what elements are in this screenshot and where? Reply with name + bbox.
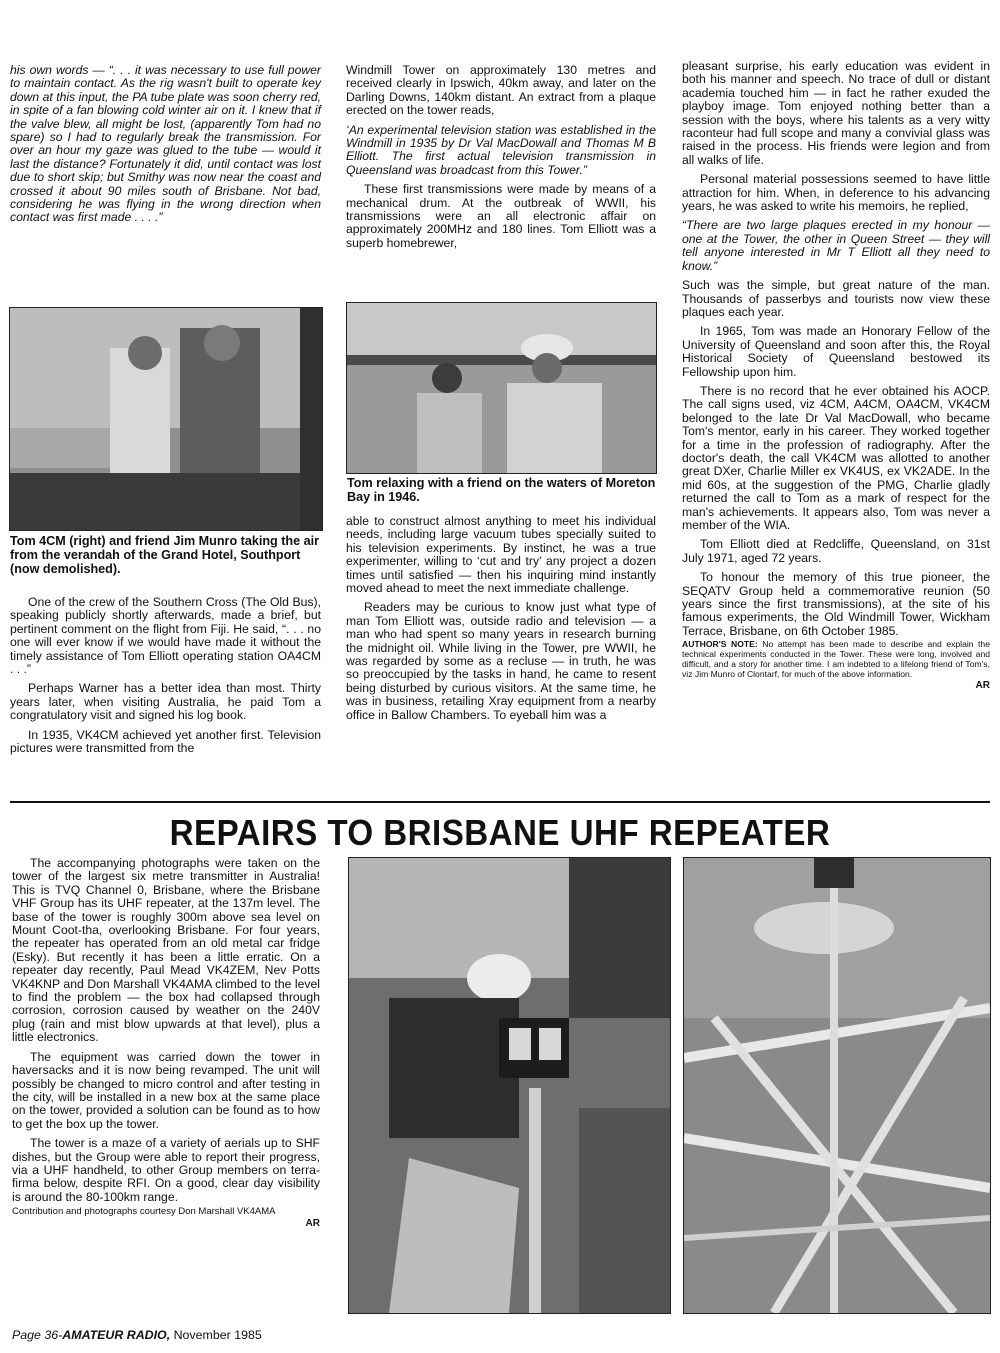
- paragraph-text: able to construct almost anything to meet his individual needs, including large vacuum tubes specially suited to his television experiments. By instinct, he was a true experimenter, willing to ‘cut and try’ any project a dozen times until satisfied — then his inquiring mind instantly moved ahead to meet the next immediate challenge.: [346, 514, 656, 596]
- paragraph: [346, 64, 656, 118]
- authors-note: [682, 639, 990, 679]
- paragraph-text: Such was the simple, but great nature of the man. Thousands of passerbys and tourists now view these plaques each year.: [682, 278, 990, 319]
- section-divider: [10, 801, 990, 803]
- paragraph-text: In 1935, VK4CM achieved yet another first. Television pictures were transmitted from the: [10, 727, 321, 756]
- paragraph-text: The equipment was carried down the tower in haversacks and it is now being revamped. The unit will possibly be changed to micro control and after testing in the city, will be installed in a new box at the same place on the tower, provided a solution can be found as to how to get the box up the tower.: [12, 1049, 320, 1131]
- paragraph-text: There is no record that he ever obtained his AOCP. The call signs used, viz 4CM, A4CM, OA4CM, VK4CM belonged to the late Dr Val MacDowall, who became Tom's mentor, early in his career. They worked together for a time in the profession of radiography. After the doctor's death, the call VK4CM was allotted to another great DXer, Charlie Miller ex VK4US, ex VK2ADE. In the mid 60s, at the suggestion of the PMG, Charlie gladly returned the call to Tom as a mark of respect for the man's achievements. It appears also, Tom was never a member of the WIA.: [682, 383, 990, 532]
- paragraph: [10, 596, 321, 676]
- paragraph: [682, 571, 990, 638]
- paragraph-text: To honour the memory of this true pioneer, the SEQATV Group held a commemorative reunion (50 years since the first transmissions), at the site of his famous experiments, the Old Windmill Tower, Wickham Terrace, Brisbane, on 6th October 1985.: [682, 570, 990, 638]
- page-footer: [12, 1328, 262, 1342]
- paragraph: [682, 325, 990, 379]
- photo-moreton-bay: [346, 302, 657, 474]
- paragraph-text: Personal material possessions seemed to have little attraction for him. When, in deference to his advancing years, he was asked to write his memoirs, he replied,: [682, 172, 990, 214]
- paragraph: [682, 538, 990, 565]
- magazine-name: AMATEUR RADIO,: [62, 1328, 171, 1342]
- paragraph-text: These first transmissions were made by means of a mechanical drum. At the outbreak of WWII, his transmissions were an all electronic affair on approximately 200MHz and 180 lines. Tom Elliott was a superb homebrewer,: [346, 182, 656, 250]
- paragraph: [682, 60, 990, 167]
- paragraph-text: Readers may be curious to know just what type of man Tom Elliott was, outside radio and television — a man who had spent so many years in research burning the midnight oil. While living in the Tower, pre WWII, he was regarded by some as a recluse — in truth, he was so preoccupied by the tasks in hand, he came to resent being disturbed by curious visitors. At the same time, he was in business, retailing Xray equipment from a nearby office in Ballow Chambers. To eyeball him was a: [346, 600, 656, 722]
- memoirs-quote: “There are two large plaques erected in my honour — one at the Tower, the other in Queen Street — they will tell anyone interested in Mr T Elliott all they need to know.”: [682, 218, 990, 273]
- paragraph-text: One of the crew of the Southern Cross (The Old Bus), speaking publicly shortly afterwards, made a brief, but pertinent comment on the flight from Fiji. He said, “. . . no one will ever know if we would have made it without the timely assistance of Tom Elliott operating station OA4CM . . .”: [10, 595, 321, 677]
- paragraph-text: Windmill Tower on approximately 130 metres and received clearly in Ipswich, 40km away, and later on the Darling Downs, 140km distant. An extract from a plaque erected on the tower reads,: [346, 63, 656, 118]
- headline: REPAIRS TO BRISBANE UHF REPEATER: [169, 812, 831, 853]
- photo-tower-workers: [348, 857, 671, 1314]
- paragraph: [12, 1051, 320, 1131]
- photo-moreton-bay-caption: Tom relaxing with a friend on the waters of Moreton Bay in 1946.: [347, 476, 656, 504]
- photo-tower-structure: [683, 857, 991, 1314]
- photo-credit: Contribution and photographs courtesy Don Marshall VK4AMA: [12, 1206, 276, 1218]
- repeater-column: [12, 857, 320, 1237]
- paragraph-text: The tower is a maze of a variety of aerials up to SHF dishes, but the Group were able to report their progress, via a UHF handheld, to other Group members on terra-firma below, despite RFI. On a good, clear day visibility is around the 80-100km range.: [12, 1136, 320, 1204]
- photo-verandah-caption: Tom 4CM (right) and friend Jim Munro taking the air from the verandah of the Grand Hotel, Southport (now demolished).: [10, 534, 320, 576]
- paragraph: [10, 682, 321, 722]
- author-sign: AR: [975, 680, 990, 692]
- page-number: Page 36-: [12, 1328, 63, 1342]
- column-2-lower: [346, 515, 656, 728]
- paragraph: [682, 173, 990, 213]
- paragraph: [346, 515, 656, 595]
- paragraph-text: The accompanying photographs were taken on the tower of the largest six metre transmitter in Australia! This is TVQ Channel 0, Brisbane, where the Brisbane VHF Group has its UHF repeater, at the 137m level. The base of the tower is roughly 300m above sea level on Mount Coot-tha, overlooking Brisbane. For four years, the repeater has operated from an old metal car fridge (Esky). But recently it has been a little erratic. On a repeater day recently, Paul Mead VK4ZEM, Nev Potts VK4KNP and Don Marshall VK4AMA climbed to the level to find the problem — the box had collapsed through corrosion, corrosion caused by weather on the 240V plug (rain and mist blow upwards at that level), plus a little electronics.: [12, 856, 320, 1045]
- repeater-sign: AR: [305, 1218, 320, 1230]
- photo-verandah: [9, 307, 323, 531]
- column-3: [682, 60, 990, 699]
- paragraph: [346, 601, 656, 722]
- paragraph-text: In 1965, Tom was made an Honorary Fellow of the University of Queensland and soon after this, the Royal Historical Society of Queensland bestowed its Fellowship upon him.: [682, 324, 990, 379]
- paragraph: [12, 1137, 320, 1204]
- column-1: [10, 64, 321, 231]
- issue-date: November 1985: [173, 1328, 262, 1342]
- authors-note-label: AUTHOR'S NOTE:: [682, 639, 758, 650]
- plaque-quote: ‘An experimental television station was established in the Windmill in 1935 by Dr Val MacDowall and Thomas M B Elliott. The first actual television transmission in Queensland was broadcast from this Tower.”: [346, 122, 656, 177]
- paragraph: [346, 183, 656, 250]
- paragraph: [682, 279, 990, 319]
- paragraph-text: pleasant surprise, his early education was evident in both his manner and speech. No trace of dull or distant academia touched him — in fact he rather exuded the playboy image. Tom enjoyed nothing better than a session with the boys, where his talents as a very witty raconteur had full scope and many a convivial glass was raised in the process. His friends were legion and from all walks of life.: [682, 59, 990, 167]
- paragraph: [682, 385, 990, 532]
- column-2: [346, 64, 656, 256]
- paragraph: [10, 729, 321, 756]
- paragraph-text: Tom Elliott died at Redcliffe, Queensland, on 31st July 1971, aged 72 years.: [682, 537, 990, 565]
- paragraph: [12, 857, 320, 1045]
- authors-note-text: No attempt has been made to describe and explain the technical experiments conducted in the Tower. These were long, involved and difficult, and a story for another time. I am indebted to a lifelong friend of Tom's, viz Jim Munro of Clontarf, for much of the above information.: [682, 639, 990, 680]
- paragraph-text: Perhaps Warner has a better idea than most. Thirty years later, when visiting Australia, he paid Tom a congratulatory visit and signed his log book.: [10, 681, 321, 723]
- column-1-lower: [10, 596, 321, 761]
- smithy-quote: his own words — “. . . it was necessary to use full power to maintain contact. As the rig wasn't built to operate key down at this input, the PA tube plate was soon cherry red, in spite of a fan blowing cold winter air on it. I knew that if the valve blew, all might be lost, (apparently Tom had no spare) so I had to regularly break the transmission. For over an hour my gaze was glued to the tube — would it last the distance? Fortunately it did, until contact was lost due to short skip; but Smithy was now near the coast and crossed it about 90 miles south of Brisbane. Not bad, considering he was flying in the wrong direction when contact was first made . . . .”: [10, 63, 321, 225]
